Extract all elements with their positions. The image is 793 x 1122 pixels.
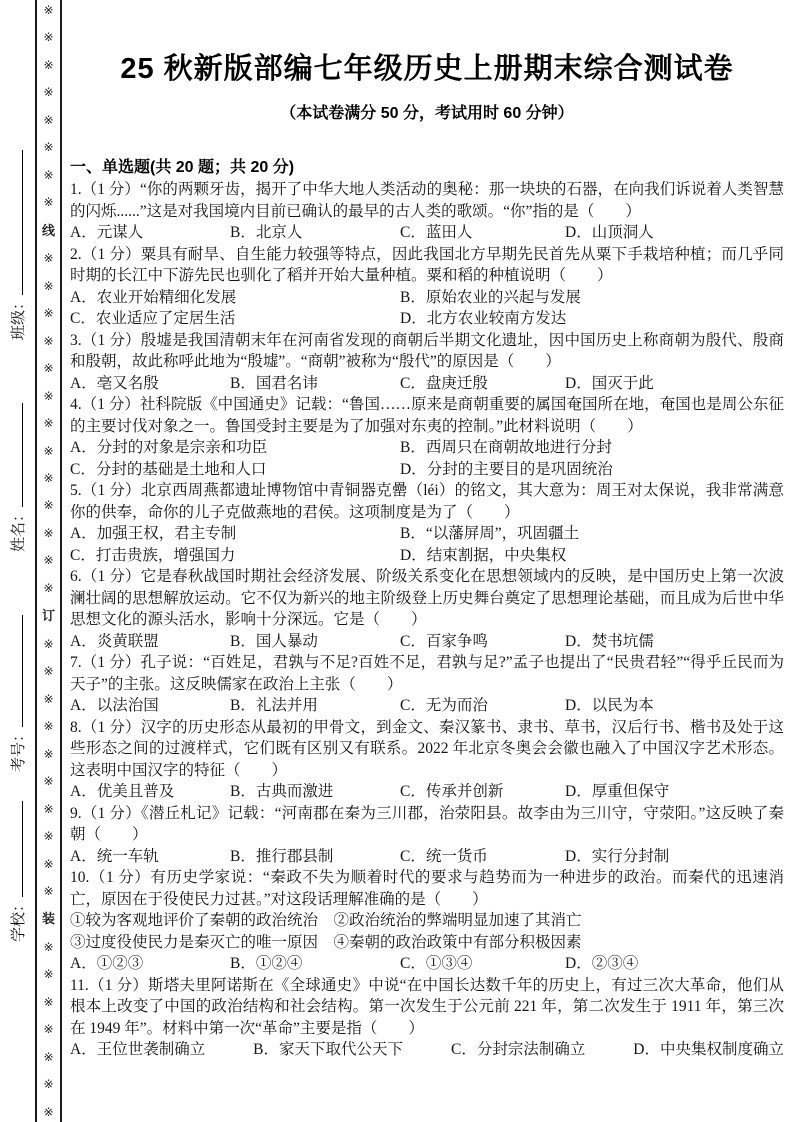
reference-mark: ※ bbox=[43, 361, 54, 376]
option: A．加强王权，君主专制 bbox=[70, 525, 237, 542]
question-stem: 2.（1 分）粟具有耐旱、自生能力较强等特点，因此我国北方早期先民首先从粟下手栽培种植；而几乎同时期的长江中下游先民也驯化了稻并开始大量种植。粟和稻的种植说明（ ） bbox=[70, 245, 784, 284]
option: A．以法治国 bbox=[70, 697, 159, 714]
margin-field bbox=[7, 801, 28, 942]
question bbox=[70, 480, 784, 566]
option: C．无为而治 bbox=[400, 697, 488, 714]
question-options bbox=[70, 695, 784, 717]
reference-mark: ※ bbox=[43, 167, 54, 182]
question-stem: 1.（1 分）“你的两颗牙齿，揭开了中华大地人类活动的奥秘：那一块块的石器，在向我们诉说着人类智慧的闪烁......”这是对我国境内目前已确认的最早的古人类的歌颂。“你”指的是（ ） bbox=[70, 181, 784, 220]
reference-mark: ※ bbox=[43, 939, 54, 954]
option: A．炎黄联盟 bbox=[70, 632, 159, 650]
exam-content bbox=[70, 0, 784, 1061]
option: A．亳又名殷 bbox=[70, 374, 159, 392]
reference-mark: ※ bbox=[43, 967, 54, 982]
margin-field-label: 学校： bbox=[11, 896, 27, 942]
question bbox=[70, 179, 784, 244]
option: C．①③④ bbox=[400, 955, 473, 972]
question-options bbox=[70, 1039, 784, 1061]
margin-field-blank bbox=[9, 801, 23, 897]
option: A．元谋人 bbox=[70, 224, 144, 241]
question bbox=[70, 244, 784, 330]
option: B．国君名讳 bbox=[230, 374, 318, 392]
reference-mark: ※ bbox=[43, 1104, 54, 1119]
reference-mark: ※ bbox=[43, 85, 54, 100]
question-stem: 11.（1 分）斯塔夫里阿诺斯在《全球通史》中说“在中国长达数千年的历史上，有过三次大革命，他们从根本上改变了中国的政治结构和社会结构。第一次发生于公元前 221 年，第二次发生于 1911 年，第三次在 1949 年”。材料中第一次“革命”主要是指（ ） bbox=[70, 976, 784, 1037]
question-stem: 9.（1 分）《潜丘札记》记载：“河南郡在秦为三川郡，治荥阳县。故李由为三川守，守荥阳。”这反映了秦朝（ ） bbox=[70, 804, 784, 843]
question-stem: 6.（1 分）它是春秋战国时期社会经济发展、阶级关系变化在思想领域内的反映，是中国历史上第一次波澜壮阔的思想解放运动。它不仅为新兴的地主阶级登上历史舞台奠定了思想理论基础，而且成为后世中华思想文化的源头活水，影响十分深远。它是（ ） bbox=[70, 568, 784, 628]
option: A．统一车轨 bbox=[70, 847, 159, 865]
reference-mark: ※ bbox=[43, 195, 54, 210]
option: C．百家争鸣 bbox=[400, 632, 488, 650]
reference-mark: ※ bbox=[43, 278, 54, 293]
option: D．实行分封制 bbox=[565, 847, 670, 865]
question-subitems: ①较为客观地评价了秦朝的政治统治 ②政治统治的弊端明显加速了其消亡 bbox=[70, 912, 582, 929]
question-options bbox=[70, 373, 784, 395]
option: D．北方农业较南方发达 bbox=[400, 310, 567, 327]
option: D．结束割据，中央集权 bbox=[400, 546, 567, 564]
reference-mark: ※ bbox=[43, 1049, 54, 1064]
reference-mark: ※ bbox=[43, 388, 54, 403]
reference-mark: ※ bbox=[43, 580, 54, 595]
option: D．山顶洞人 bbox=[565, 224, 654, 241]
reference-mark: ※ bbox=[43, 801, 54, 816]
reference-mark: ※ bbox=[43, 416, 54, 431]
binding-char: 线 bbox=[41, 222, 55, 238]
question-stem: 10.（1 分）有历史学家说：“秦政不失为顺着时代的要求与趋势而为一种进步的政治。而秦代的迅速消亡，原因在于役使民力过甚。”对这段话理解准确的是（ ） bbox=[70, 869, 784, 908]
option: D．国灭于此 bbox=[565, 374, 654, 392]
option: C．盘庚迁殷 bbox=[400, 374, 488, 392]
option: C．传承并创新 bbox=[400, 783, 504, 800]
reference-mark: ※ bbox=[43, 306, 54, 321]
option: A．农业开始精细化发展 bbox=[70, 288, 237, 306]
question-options bbox=[70, 437, 784, 480]
reference-mark: ※ bbox=[43, 251, 54, 266]
question-stem: 5.（1 分）北京西周燕都遗址博物馆中青铜器克罍（léi）的铭文，其大意为：周王对太保说，我非常满意你的供奉，命你的儿子克做燕地的君侯。这项制度是为了（ ） bbox=[70, 482, 784, 521]
option: D．厚重但保守 bbox=[565, 783, 670, 800]
question-subitems: ③过度役使民力是秦灭亡的唯一原因 ④秦朝的政治政策中有部分积极因素 bbox=[70, 933, 582, 951]
binding-char: 订 bbox=[41, 608, 55, 624]
question-options bbox=[70, 953, 784, 975]
reference-mark: ※ bbox=[43, 994, 54, 1009]
option: A．王位世袭制确立 bbox=[70, 1041, 206, 1058]
question-options bbox=[70, 222, 784, 244]
reference-mark: ※ bbox=[43, 636, 54, 651]
reference-mark: ※ bbox=[43, 1022, 54, 1037]
option: C．蓝田人 bbox=[400, 224, 473, 241]
margin-field bbox=[7, 615, 28, 772]
option: A．优美且普及 bbox=[70, 783, 175, 800]
option: D．中央集权制度确立 bbox=[633, 1041, 784, 1058]
question bbox=[70, 803, 784, 868]
reference-mark: ※ bbox=[43, 856, 54, 871]
question-options bbox=[70, 781, 784, 803]
option: D．分封的主要目的是巩固统治 bbox=[400, 460, 613, 478]
option: D．②③④ bbox=[565, 955, 639, 972]
binding-line-chars bbox=[37, 0, 60, 1122]
reference-mark: ※ bbox=[43, 470, 54, 485]
question bbox=[70, 330, 784, 395]
option: A．①②③ bbox=[70, 955, 144, 972]
question bbox=[70, 652, 784, 717]
question-stem: 7.（1 分）孔子说：“百姓足，君孰与不足?百姓不足，君孰与足?”孟子也提出了“民贵君轻”“得乎丘民而为天子”的主张。这反映儒家在政治上主张（ ） bbox=[70, 654, 784, 693]
option: B．家天下取代公天下 bbox=[253, 1041, 404, 1058]
option: C．统一货币 bbox=[400, 847, 488, 865]
option: D．以民为本 bbox=[565, 697, 654, 714]
option: B．原始农业的兴起与发展 bbox=[400, 288, 581, 306]
student-info-margin bbox=[0, 0, 34, 1122]
section-heading: 一、单选题(共 20 题；共 20 分) bbox=[70, 159, 295, 176]
question-options bbox=[70, 523, 784, 566]
question-stem: 3.（1 分）殷墟是我国清朝末年在河南省发现的商朝后半期文化遗址，因中国历史上称商朝为殷代、殷商和殷朝，故此称呼此地为“殷墟”。“商朝”被称为“殷代”的原因是（ ） bbox=[70, 331, 784, 370]
question bbox=[70, 566, 784, 652]
margin-field-label: 考号： bbox=[11, 726, 27, 772]
option: B．古典而激进 bbox=[230, 783, 334, 800]
reference-mark: ※ bbox=[43, 884, 54, 898]
margin-field-blank bbox=[9, 403, 23, 507]
option: B．国人暴动 bbox=[230, 632, 318, 650]
margin-field-label: 姓名： bbox=[11, 506, 27, 552]
option: B．礼法并用 bbox=[230, 697, 318, 714]
reference-mark: ※ bbox=[43, 30, 54, 45]
reference-mark: ※ bbox=[43, 664, 54, 679]
reference-mark: ※ bbox=[43, 140, 54, 155]
margin-field-blank bbox=[9, 615, 23, 727]
reference-mark: ※ bbox=[43, 774, 54, 789]
exam-subtitle: （本试卷满分 50 分，考试用时 60 分钟） bbox=[280, 105, 574, 122]
reference-mark: ※ bbox=[43, 443, 54, 458]
reference-mark: ※ bbox=[43, 1077, 54, 1092]
exam-title: 25 秋新版部编七年级历史上册期末综合测试卷 bbox=[120, 53, 734, 85]
option: C．农业适应了定居生活 bbox=[70, 310, 236, 327]
question bbox=[70, 717, 784, 803]
question bbox=[70, 394, 784, 480]
option: C．分封宗法制确立 bbox=[450, 1041, 586, 1058]
option: D．焚书坑儒 bbox=[565, 632, 654, 650]
reference-mark: ※ bbox=[43, 498, 54, 513]
question-stem: 4.（1 分）社科院版《中国通史》记载：“鲁国……原来是商朝重要的属国奄国所在地，奄国也是周公东征的主要讨伐对象之一。鲁国受封主要是为了加强对东夷的控制。”此材料说明（ ） bbox=[70, 396, 784, 435]
option: B．西周只在商朝故地进行分封 bbox=[400, 439, 612, 456]
reference-mark: ※ bbox=[43, 829, 54, 844]
question-stem: 8.（1 分）汉字的历史形态从最初的甲骨文，到金文、秦汉篆书、隶书、草书，汉后行书、楷书及处于这些形态之间的过渡样式，它们既有区别又有联系。2022 年北京冬奥会会徽也融入了中国汉字艺术形态。这表明中国汉字的特征（ ） bbox=[70, 718, 784, 779]
question-options bbox=[70, 287, 784, 330]
option: B．北京人 bbox=[230, 224, 303, 241]
margin-field bbox=[7, 403, 28, 552]
reference-mark: ※ bbox=[43, 691, 54, 706]
binding-char: 装 bbox=[41, 911, 55, 927]
reference-mark: ※ bbox=[43, 553, 54, 568]
question-options bbox=[70, 846, 784, 868]
reference-mark: ※ bbox=[43, 3, 54, 17]
margin-field-blank bbox=[9, 150, 23, 295]
question bbox=[70, 867, 784, 975]
reference-mark: ※ bbox=[43, 719, 54, 734]
option: B．①②④ bbox=[230, 955, 303, 972]
reference-mark: ※ bbox=[43, 746, 54, 761]
margin-field-label: 班级： bbox=[11, 294, 27, 340]
question-list bbox=[70, 179, 784, 1061]
binding-strip bbox=[35, 0, 62, 1122]
reference-mark: ※ bbox=[43, 57, 54, 72]
reference-mark: ※ bbox=[43, 333, 54, 348]
option: A．分封的对象是宗亲和功臣 bbox=[70, 439, 268, 456]
reference-mark: ※ bbox=[43, 525, 54, 540]
option: B．“以藩屏周”，巩固疆土 bbox=[400, 525, 580, 542]
reference-mark: ※ bbox=[43, 112, 54, 127]
question-options bbox=[70, 631, 784, 653]
margin-field bbox=[7, 150, 28, 340]
option: C．分封的基础是土地和人口 bbox=[70, 460, 267, 478]
option: C．打击贵族，增强国力 bbox=[70, 546, 236, 564]
option: B．推行郡县制 bbox=[230, 847, 334, 865]
question bbox=[70, 975, 784, 1061]
